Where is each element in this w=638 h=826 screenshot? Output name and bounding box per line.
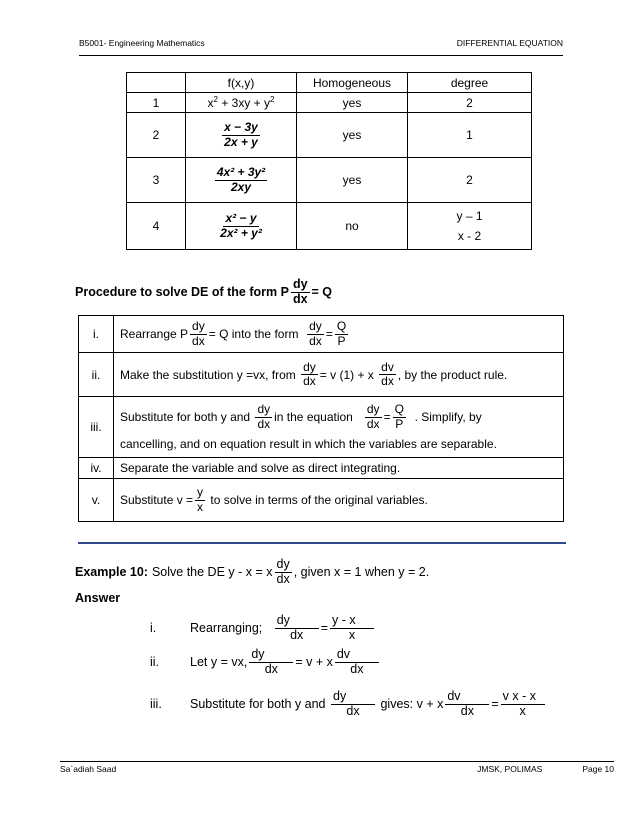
procedure-heading: Procedure to solve DE of the form P $\frac{dy}{dx}$ = Q bbox=[75, 277, 333, 306]
table-row: ii. Make the substitution y =vx, from $\frac{dy}{dx}$ = v (1) + x $\frac{dv}{dx}$ , by the product rule. bbox=[79, 353, 564, 397]
table-row: i. Rearrange P $\frac{dy}{dx}$ = Q into the form $\frac{dy}{dx}$ = $\frac{Q}{P}$ bbox=[79, 316, 564, 353]
page-footer bbox=[60, 764, 614, 774]
answer-step-3: iii. Substitute for both y and $\frac{dy}{dx}$ gives: v + x $\frac{dv}{dx}$ = $\frac{\text{v x - x}}{x}$ bbox=[150, 690, 547, 719]
example-statement: Example 10: Solve the DE y - x = x $\frac{dy}{dx}$ , given x = 1 when y = 2. bbox=[75, 557, 430, 586]
table-row: 2 $\frac{x - 3y}{2x + y}$ yes 1 bbox=[127, 113, 532, 158]
header-rule bbox=[79, 55, 563, 56]
table-row: iii. Substitute for both y and $\frac{dy}{dx}$ in the equation $\frac{dy}{dx}$ = $\frac{Q}{P}$ . Simplify, by cancelling, and on equation result in which the variables are separable. bbox=[79, 397, 564, 458]
header-course: B5001- Engineering Mathematics bbox=[79, 38, 205, 48]
footer-author: Sa`adiah Saad bbox=[60, 764, 117, 774]
footer-institution: JMSK, POLIMAS bbox=[477, 764, 543, 774]
header-chapter: DIFFERENTIAL EQUATION bbox=[456, 38, 563, 48]
table-header-degree: degree bbox=[408, 73, 532, 93]
table-header-homogeneous: Homogeneous bbox=[297, 73, 408, 93]
answer-step-2: ii. Let y = vx, $\frac{dy}{dx}$ = v + x $\frac{dv}{dx}$ bbox=[150, 648, 381, 677]
function-4: $\frac{\text{x² − y}}{\text{2x² + y²}}$ bbox=[220, 211, 262, 240]
page-header bbox=[79, 38, 563, 52]
function-2: $\frac{x - 3y}{2x + y}$ bbox=[224, 120, 258, 149]
function-1: $x^2 + 3xy + y^2$ bbox=[186, 93, 297, 113]
procedure-table bbox=[78, 315, 564, 522]
table-header-f: f(x,y) bbox=[186, 73, 297, 93]
table-row: v. Substitute v = $\frac{y}{x}$ to solve in terms of the original variables. bbox=[79, 479, 564, 522]
answer-step-1: i. Rearranging; $\frac{dy}{dx}$ = $\frac{y - x}{x}$ bbox=[150, 614, 376, 643]
table-header-blank bbox=[127, 73, 186, 93]
table-row: 3 $\frac{\text{4x² + 3y²}}{2xy}$ yes 2 bbox=[127, 158, 532, 203]
answer-heading: Answer bbox=[75, 591, 121, 605]
table-row: iv. Separate the variable and solve as direct integrating. bbox=[79, 458, 564, 479]
footer-rule bbox=[60, 761, 614, 762]
section-divider bbox=[78, 542, 566, 544]
homogeneous-table bbox=[126, 72, 532, 250]
table-row: 1 $x^2 + 3xy + y^2$ yes 2 bbox=[127, 93, 532, 113]
page-number: Page 10 bbox=[582, 764, 614, 774]
table-row: 4 $\frac{\text{x² − y}}{\text{2x² + y²}}$ no y – 1 x - 2 bbox=[127, 203, 532, 250]
function-3: $\frac{\text{4x² + 3y²}}{2xy}$ bbox=[216, 165, 266, 194]
